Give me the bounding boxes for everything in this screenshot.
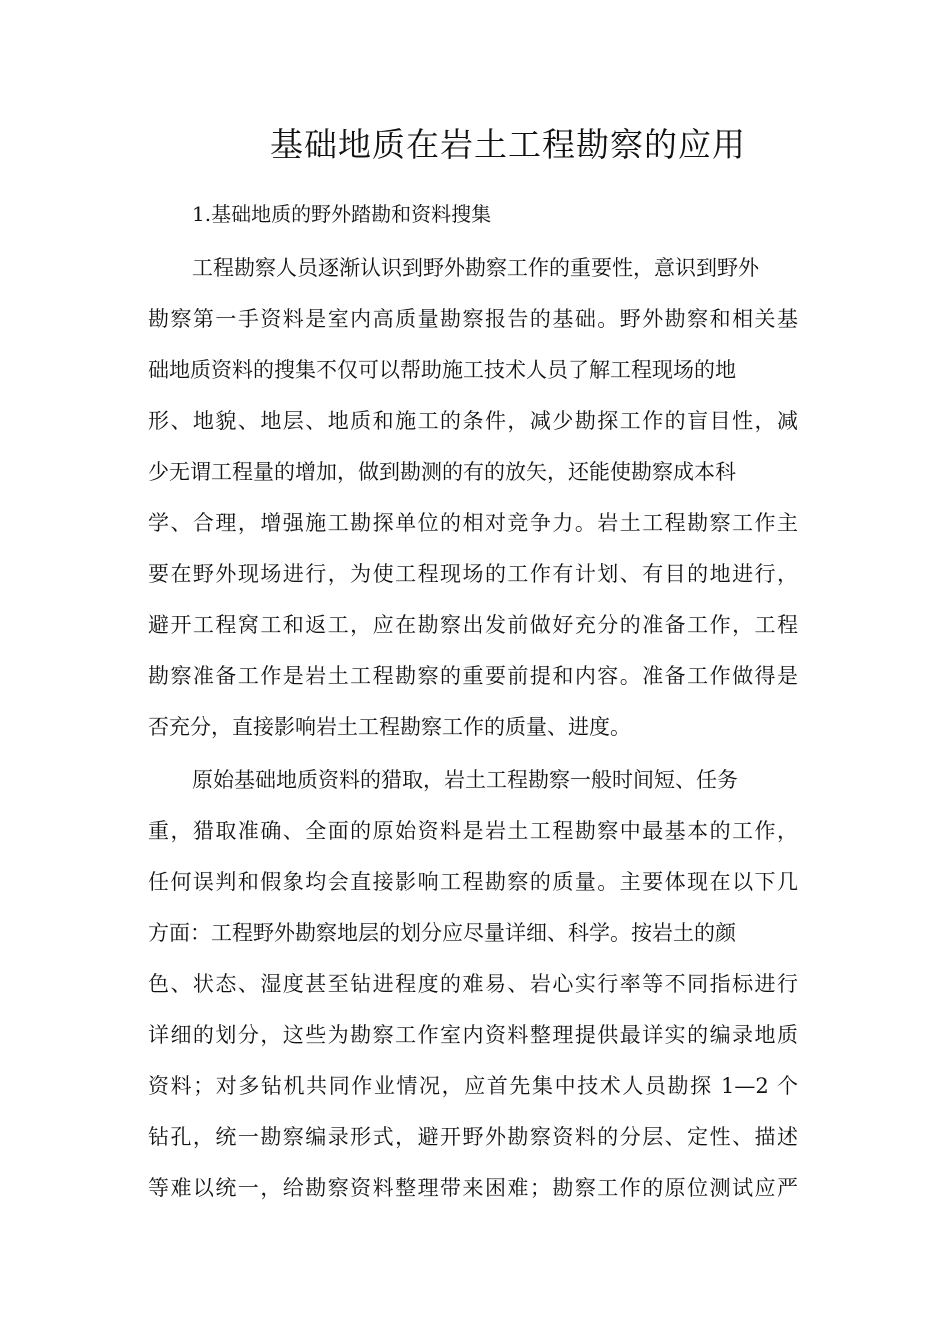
section-heading: 1.基础地质的野外踏勘和资料搜集 <box>192 202 492 226</box>
paragraph-2-line: 原始基础地质资料的猎取，岩土工程勘察一般时间短、任务 <box>192 768 738 792</box>
paragraph-2-line: 钻孔，统一勘察编录形式，避开野外勘察资料的分层、定性、描述 <box>148 1125 798 1149</box>
paragraph-2-line: 资料；对多钻机共同作业情况，应首先集中技术人员勘探 1—2 个 <box>148 1074 798 1098</box>
paragraph-1-line: 础地质资料的搜集不仅可以帮助施工技术人员了解工程现场的地 <box>148 358 736 382</box>
paragraph-2-line: 详细的划分，这些为勘察工作室内资料整理提供最详实的编录地质 <box>148 1023 798 1047</box>
document-title: 基础地质在岩土工程勘察的应用 <box>270 125 746 164</box>
paragraph-1-line: 要在野外现场进行，为使工程现场的工作有计划、有目的地进行， <box>148 562 798 586</box>
paragraph-2-line: 等难以统一，给勘察资料整理带来困难；勘察工作的原位测试应严 <box>148 1176 798 1200</box>
paragraph-1-line: 学、合理，增强施工勘探单位的相对竞争力。岩土工程勘察工作主 <box>148 511 798 535</box>
paragraph-2-line: 方面：工程野外勘察地层的划分应尽量详细、科学。按岩土的颜 <box>148 921 736 945</box>
paragraph-1-line: 勘察第一手资料是室内高质量勘察报告的基础。野外勘察和相关基 <box>148 307 798 331</box>
paragraph-1-line: 否充分，直接影响岩土工程勘察工作的质量、进度。 <box>148 715 631 739</box>
paragraph-1-line: 少无谓工程量的增加，做到勘测的有的放矢，还能使勘察成本科 <box>148 460 736 484</box>
paragraph-1-line: 避开工程窝工和返工，应在勘察出发前做好充分的准备工作，工程 <box>148 613 798 637</box>
paragraph-2-line: 任何误判和假象均会直接影响工程勘察的质量。主要体现在以下几 <box>148 870 798 894</box>
paragraph-2-line: 重，猎取准确、全面的原始资料是岩土工程勘察中最基本的工作， <box>148 819 798 843</box>
paragraph-2-line: 色、状态、湿度甚至钻进程度的难易、岩心实行率等不同指标进行 <box>148 972 798 996</box>
paragraph-1-line: 勘察准备工作是岩土工程勘察的重要前提和内容。准备工作做得是 <box>148 664 798 688</box>
paragraph-1-line: 工程勘察人员逐渐认识到野外勘察工作的重要性，意识到野外 <box>192 256 759 280</box>
paragraph-1-line: 形、地貌、地层、地质和施工的条件，减少勘探工作的盲目性，减 <box>148 409 798 433</box>
